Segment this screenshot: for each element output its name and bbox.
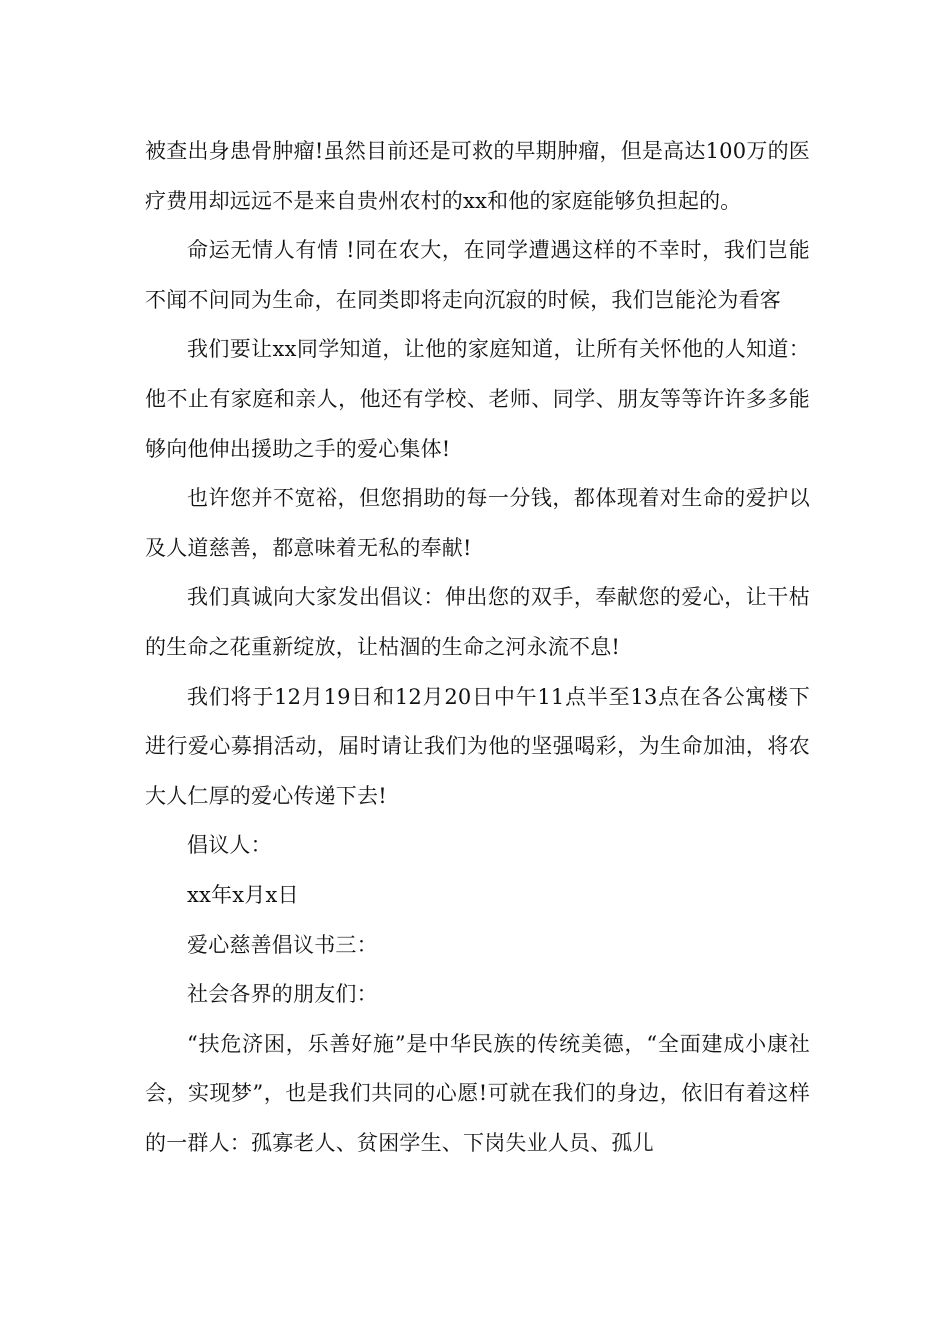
paragraph-4: 也许您并不宽裕，但您捐助的每一分钱，都体现着对生命的爱护以及人道慈善，都意味着无私的奉献! xyxy=(145,486,810,560)
document-body xyxy=(145,127,810,1168)
paragraph-6: 我们将于12月19日和12月20日中午11点半至13点在各公寓楼下进行爱心募捐活动，届时请让我们为他的坚强喝彩，为生命加油，将农大人仁厚的爱心传递下去! xyxy=(145,684,810,808)
salutation: 社会各界的朋友们： xyxy=(187,982,378,1007)
paragraph-2: 命运无情人有情 !同在农大，在同学遭遇这样的不幸时，我们岂能不闻不问同为生命，在同类即将走向沉寂的时候，我们岂能沦为看客 xyxy=(145,238,810,312)
paragraph-5: 我们真诚向大家发出倡议：伸出您的双手，奉献您的爱心，让干枯的生命之花重新绽放，让枯涸的生命之河永流不息! xyxy=(145,585,810,659)
section-title: 爱心慈善倡议书三： xyxy=(187,932,378,957)
paragraph-3: 我们要让xx同学知道，让他的家庭知道，让所有关怀他的人知道：他不止有家庭和亲人，他还有学校、老师、同学、朋友等等许许多多能够向他伸出援助之手的爱心集体! xyxy=(145,337,810,461)
paragraph-7: “扶危济困，乐善好施”是中华民族的传统美德，“全面建成小康社会，实现梦”，也是我们共同的心愿!可就在我们的身边，依旧有着这样的一群人：孤寡老人、贫困学生、下岗失业人员、孤儿 xyxy=(145,1031,810,1155)
signature-date: xx年x月x日 xyxy=(187,882,299,907)
signature-label: 倡议人： xyxy=(187,833,272,858)
paragraph-1: 被查出身患骨肿瘤!虽然目前还是可救的早期肿瘤，但是高达100万的医疗费用却远远不是来自贵州农村的xx和他的家庭能够负担起的。 xyxy=(145,139,810,213)
